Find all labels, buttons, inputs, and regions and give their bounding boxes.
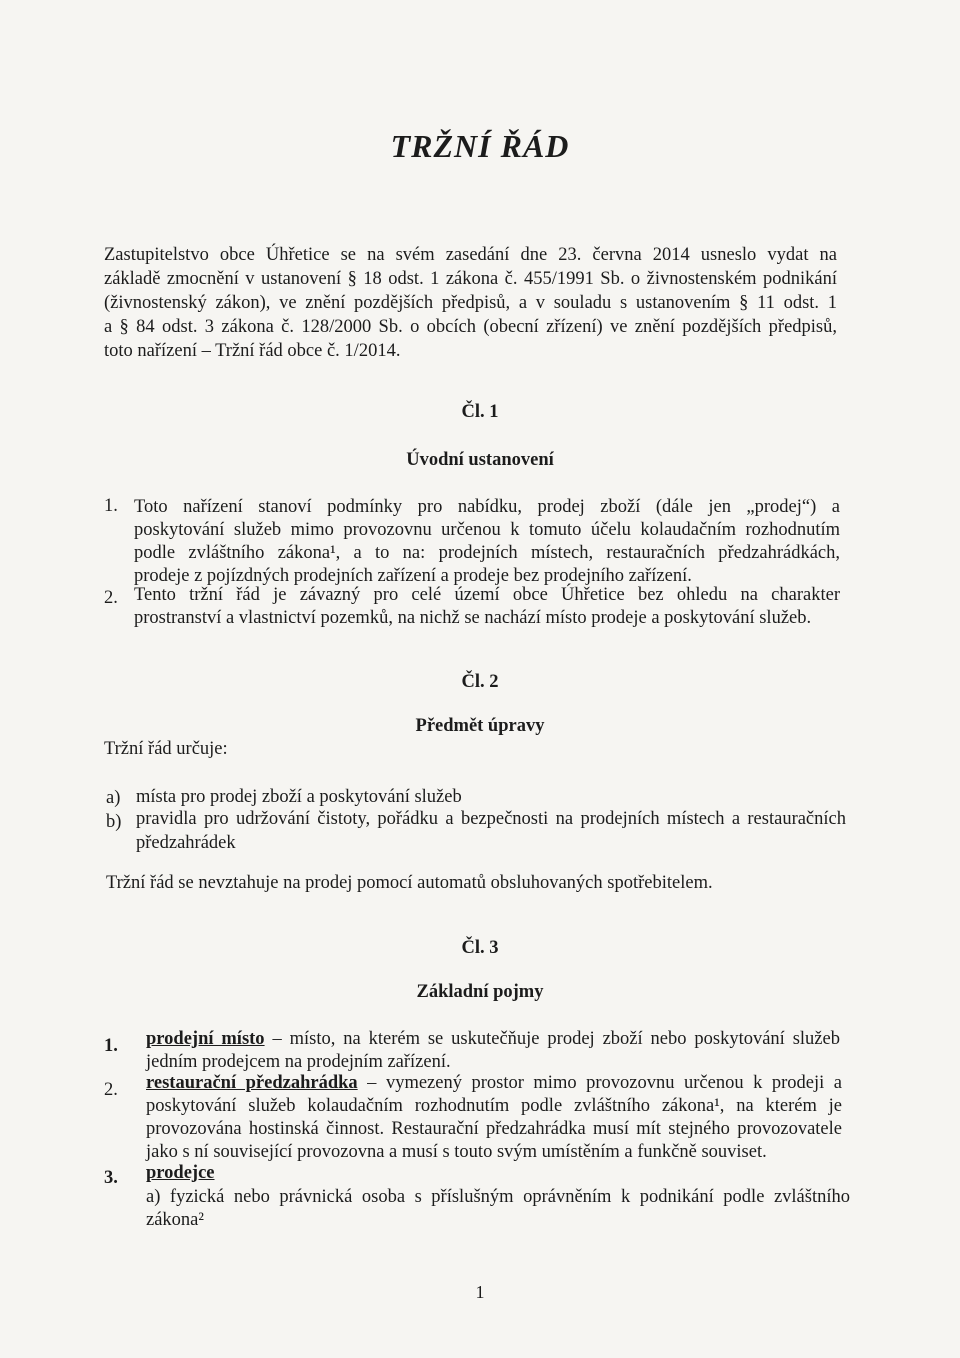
article-1-item-1-line: prodeje z pojízdných prodejních zařízení a prodeje bez prodejního zařízení. (134, 566, 692, 586)
article-1-item-2-line: Tento tržní řád je závazný pro celé území obce Úhřetice bez ohledu na charakter (134, 585, 840, 605)
article-3-item-number: 1. (104, 1036, 118, 1056)
article-3-item-2 (146, 1072, 842, 1163)
article-2-number: Čl. 2 (461, 672, 499, 692)
article-1-item-2 (134, 584, 840, 629)
intro-line: toto nařízení – Tržní řád obce č. 1/2014. (104, 341, 401, 361)
term-prodejce: prodejce (146, 1163, 215, 1183)
article-3-item-2-rest: – vymezený prostor mimo provozovnu určenou k prodeji a (357, 1073, 842, 1093)
article-3-number: Čl. 3 (461, 938, 499, 958)
article-3-item-number: 3. (104, 1168, 118, 1188)
article-2-closing: Tržní řád se nevztahuje na prodej pomocí automatů obsluhovaných spotřebitelem. (106, 873, 713, 893)
article-3-item-1 (146, 1028, 840, 1073)
intro-line: základě zmocnění v ustanovení § 18 odst. 1 zákona č. 455/1991 Sb. o živnostenském podnikání (104, 269, 837, 289)
article-3-item-3-line: zákona² (146, 1210, 204, 1230)
article-2-item-letter: a) (106, 788, 121, 808)
article-1-item-1 (134, 496, 840, 587)
article-1-item-1-line: poskytování služeb mimo provozovnu určenou k tomuto účelu kolaudačním rozhodnutím (134, 520, 840, 540)
term-restauracni-predzahradka: restaurační předzahrádka (146, 1073, 358, 1093)
article-3-item-2-line: provozována hostinská činnost. Restaurační předzahrádka musí mít stejného provozovatele (146, 1119, 842, 1139)
article-1-number: Čl. 1 (461, 402, 499, 422)
intro-paragraph (104, 244, 837, 362)
article-3-item-2-line: jako s ní související provozovna a musí s touto svým umístěním a funkčně souviset. (146, 1142, 767, 1162)
article-3-item-2-line (146, 1072, 842, 1094)
article-1-item-1-line: Toto nařízení stanoví podmínky pro nabídku, prodej zboží (dále jen „prodej“) a (134, 497, 840, 517)
article-1-item-number: 2. (104, 588, 118, 608)
intro-line: a § 84 odst. 3 zákona č. 128/2000 Sb. o obcích (obecní zřízení) ve znění pozdějších předpisů, (104, 317, 837, 337)
term-prodejni-misto: prodejní místo (146, 1029, 265, 1049)
article-3-item-1-rest: – místo, na kterém se uskutečňuje prodej zboží nebo poskytování služeb (264, 1029, 840, 1049)
article-2-heading: Předmět úpravy (415, 716, 545, 736)
document-title: TRŽNÍ ŘÁD (390, 128, 570, 164)
article-1-item-number: 1. (104, 496, 118, 516)
page-number: 1 (475, 1282, 485, 1302)
article-2-item-a: místa pro prodej zboží a poskytování služeb (136, 787, 462, 807)
article-3-item-number: 2. (104, 1080, 118, 1100)
article-1-item-2-line: prostranství a vlastnictví pozemků, na nichž se nachází místo prodeje a poskytování služeb. (134, 608, 812, 628)
article-2-lead: Tržní řád určuje: (104, 739, 228, 759)
article-2-item-b-line: předzahrádek (136, 833, 236, 853)
article-3-item-2-line: poskytování služeb kolaudačním rozhodnutím podle zvláštního zákona¹, na kterém je (146, 1096, 842, 1116)
article-3-item-1-line: jedním prodejcem na prodejním zařízení. (146, 1052, 451, 1072)
article-2-item-b (136, 808, 846, 854)
article-3-item-3 (146, 1162, 850, 1231)
article-3-heading: Základní pojmy (416, 982, 544, 1002)
article-2-item-b-line: pravidla pro udržování čistoty, pořádku a bezpečnosti na prodejních místech a restauračních (136, 809, 846, 829)
article-1-item-1-line: podle zvláštního zákona¹, a to na: prodejních místech, restauračních předzahrádkách, (134, 543, 840, 563)
intro-line: Zastupitelstvo obce Úhřetice se na svém zasedání dne 23. června 2014 usneslo vydat na (104, 245, 837, 265)
article-3-item-1-line (146, 1028, 840, 1050)
article-3-item-3-line: a) fyzická nebo právnická osoba s příslušným oprávněním k podnikání podle zvláštního (146, 1187, 850, 1207)
intro-line: (živnostenský zákon), ve znění pozdějších předpisů, a v souladu s ustanovením § 11 odst. 1 (104, 293, 837, 313)
article-1-heading: Úvodní ustanovení (406, 450, 554, 470)
article-2-item-letter: b) (106, 812, 122, 832)
article-3-item-3-term-line (146, 1162, 850, 1184)
